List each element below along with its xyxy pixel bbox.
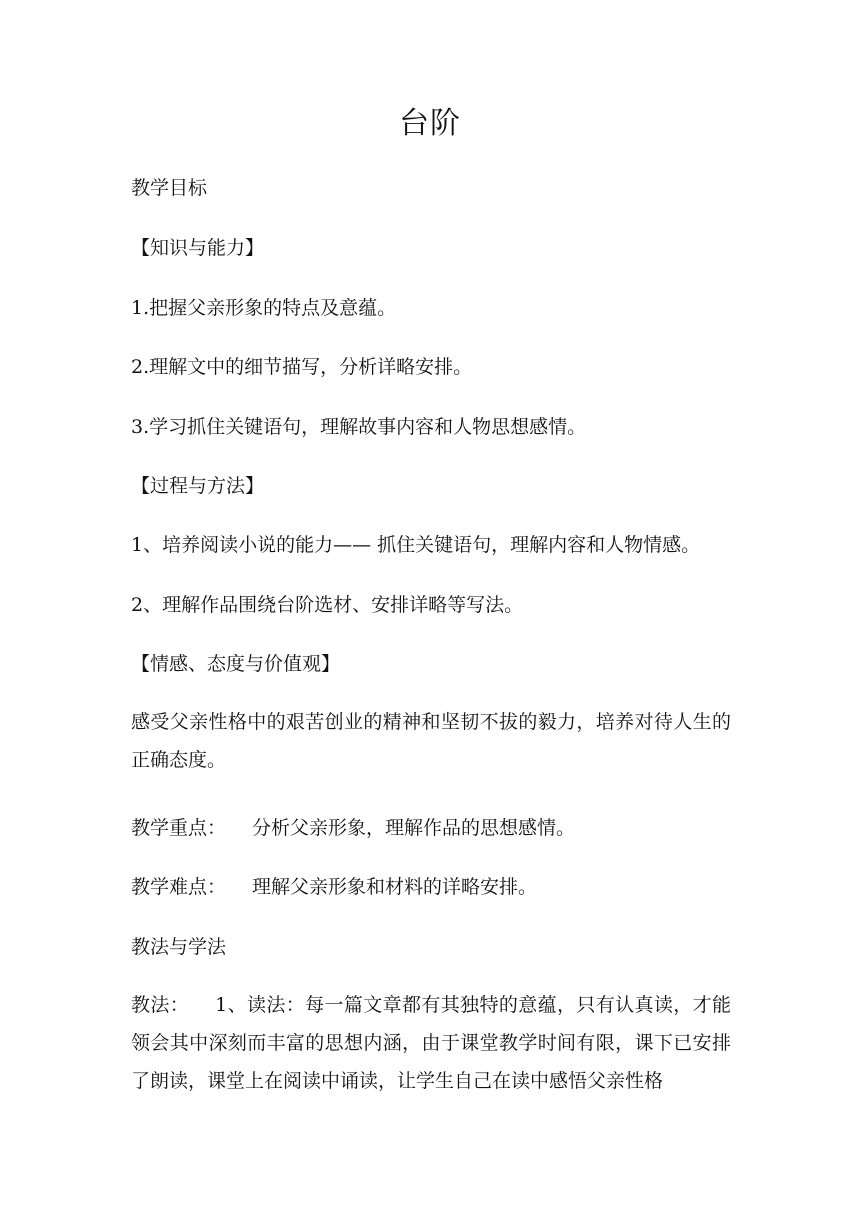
process-item-1: 1、培养阅读小说的能力—— 抓住关键语句，理解内容和人物情感。 xyxy=(131,534,701,556)
knowledge-item-1: 1.把握父亲形象的特点及意蕴。 xyxy=(131,297,397,319)
key-point-text: 分析父亲形象，理解作品的思想感情。 xyxy=(252,817,576,839)
process-item-2: 2、理解作品围绕台阶选材、安排详略等写法。 xyxy=(131,594,524,616)
emotion-values-heading: 【情感、态度与价值观】 xyxy=(131,653,341,675)
document-title: 台阶 xyxy=(399,106,461,141)
difficulty-label: 教学难点： xyxy=(131,876,227,898)
difficulty-text: 理解父亲形象和材料的详略安排。 xyxy=(252,876,538,898)
teaching-method-text: 1、读法：每一篇文章都有其独特的意蕴，只有认真读，才能领会其中深刻而丰富的思想内涵，由于课堂教学时间有限，课下已安排了朗读，课堂上在阅读中诵读，让学生自己在读中感悟父亲性格 xyxy=(131,994,731,1092)
teaching-goals-heading: 教学目标 xyxy=(131,177,208,199)
process-method-heading: 【过程与方法】 xyxy=(131,475,265,497)
knowledge-ability-heading: 【知识与能力】 xyxy=(131,237,265,259)
knowledge-item-3: 3.学习抓住关键语句，理解故事内容和人物思想感情。 xyxy=(131,416,587,438)
difficulty-line xyxy=(131,874,731,900)
key-point-label: 教学重点： xyxy=(131,817,227,839)
key-point-line xyxy=(131,815,731,841)
knowledge-item-2: 2.理解文中的细节描写，分析详略安排。 xyxy=(131,356,473,378)
teaching-method-label: 教法： xyxy=(131,994,190,1016)
emotion-values-paragraph: 感受父亲性格中的艰苦创业的精神和坚韧不拔的毅力，培养对待人生的正确态度。 xyxy=(131,711,731,771)
methods-heading: 教法与学法 xyxy=(131,936,227,958)
teaching-method-paragraph xyxy=(131,986,731,1100)
